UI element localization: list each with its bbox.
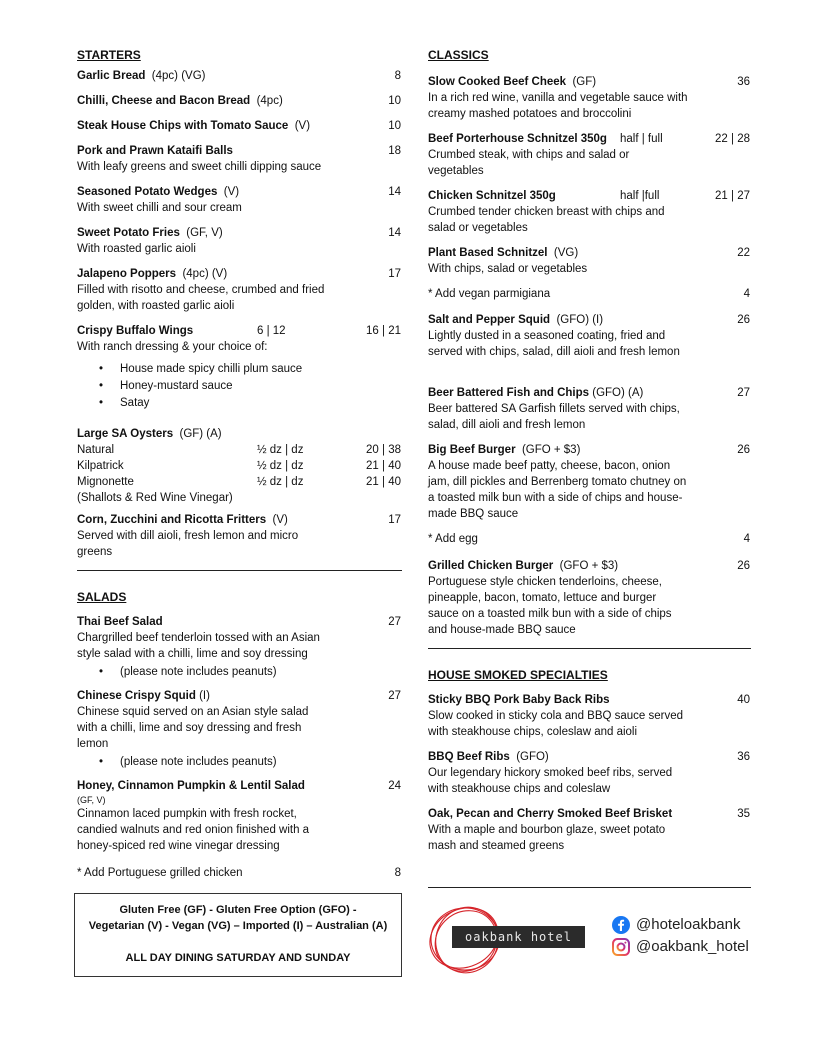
menu-item-potato-wedges: Seasoned Potato Wedges (V) 14 With sweet chilli and sour cream: [77, 186, 401, 214]
item-description: Chinese squid served on an Asian style salad with a chilli, lime and soy dressing and fresh lemon: [77, 706, 309, 750]
item-description: With chips, salad or vegetables: [428, 263, 588, 275]
menu-item-salt-pepper-squid: Salt and Pepper Squid (GFO) (I) Lightly dusted in a seasoned coating, fried and served with chips, salad, dill aioli and fresh lemon: [428, 312, 683, 360]
item-description: With roasted garlic aioli: [77, 243, 196, 255]
portion-sizes: 6 | 12: [257, 325, 286, 337]
menu-item-pumpkin-lentil-salad: Honey, Cinnamon Pumpkin & Lentil Salad (GF, V) Cinnamon laced pumpkin with fresh rocket, candied walnuts and red onion finished with a honey-spiced red wine vinegar dressing: [77, 778, 333, 854]
menu-item-porterhouse-schnitzel: Beef Porterhouse Schnitzel 350g Crumbed steak, with chips and salad or vegetables: [428, 131, 658, 179]
price: 4: [743, 288, 750, 300]
facebook-link[interactable]: [612, 914, 740, 936]
item-description: Portuguese style chicken tenderloins, cheese, pineapple, bacon, tomato, lettuce and burger sauce on a toasted milk bun with a side of chips and house-made BBQ sauce: [428, 576, 672, 636]
item-description: With sweet chilli and sour cream: [77, 202, 242, 214]
price: 18: [388, 145, 401, 157]
instagram-link[interactable]: [612, 936, 749, 958]
menu-item-chinese-crispy-squid: Chinese Crispy Squid (I) Chinese squid served on an Asian style salad with a chilli, lime and soy dressing and fresh lemon • (please note includes peanuts): [77, 688, 327, 771]
item-description: With leafy greens and sweet chilli dipping sauce: [77, 161, 322, 173]
item-description: Crumbed tender chicken breast with chips and salad or vegetables: [428, 206, 665, 234]
price: 35: [737, 808, 750, 820]
item-description: Crumbed steak, with chips and salad or vegetables: [428, 149, 630, 177]
price: 24: [388, 780, 401, 792]
item-description: Slow cooked in sticky cola and BBQ sauce served with steakhouse chips, coleslaw and aioli: [428, 710, 684, 738]
legend-line: Gluten Free (GF) - Gluten Free Option (GFO) -: [119, 904, 357, 916]
price: 14: [388, 186, 401, 198]
item-description: Cinnamon laced pumpkin with fresh rocket, candied walnuts and red onion finished with a honey-spiced red wine vinegar dressing: [77, 808, 310, 852]
item-description: Lightly dusted in a seasoned coating, fried and served with chips, salad, dill aioli and fresh lemon: [428, 330, 680, 358]
price: 26: [737, 444, 750, 456]
sauce-options-list: [77, 361, 401, 412]
allergy-note: • (please note includes peanuts): [77, 664, 337, 681]
oyster-note: (Shallots & Red Wine Vinegar): [77, 492, 233, 504]
legend-line: Vegetarian (V) - Vegan (VG) – Imported (I) – Australian (A): [88, 920, 388, 932]
oakbank-logo: [425, 900, 595, 980]
portion-sizes: half |full: [620, 190, 660, 202]
portion-sizes: half | full: [620, 133, 663, 145]
price: 36: [737, 751, 750, 763]
price: 27: [737, 387, 750, 399]
facebook-icon: [612, 916, 630, 934]
menu-item-pork-ribs: Sticky BBQ Pork Baby Back Ribs Slow cooked in sticky cola and BBQ sauce served with steakhouse chips, coleslaw and aioli: [428, 692, 690, 740]
price: 10: [388, 95, 401, 107]
price: 22 | 28: [715, 133, 750, 145]
addon-egg: * Add egg 4: [428, 533, 750, 545]
logo-wordmark: oakbank hotel: [452, 926, 585, 948]
price: 36: [737, 76, 750, 88]
item-description: Filled with risotto and cheese, crumbed and fried golden, with roasted garlic aioli: [77, 284, 325, 312]
starters-heading: STARTERS: [77, 48, 141, 62]
price: 22: [737, 247, 750, 259]
price: 16 | 21: [366, 325, 401, 337]
divider: [428, 887, 751, 888]
price: 40: [737, 694, 750, 706]
list-item: • Satay: [120, 395, 401, 412]
classics-heading: CLASSICS: [428, 48, 489, 62]
instagram-handle: @oakbank_hotel: [636, 938, 749, 955]
menu-item-beef-cheek: Slow Cooked Beef Cheek (GF) In a rich red wine, vanilla and vegetable sauce with creamy mashed potatoes and broccolini: [428, 76, 688, 120]
menu-item-fritters: Corn, Zucchini and Ricotta Fritters (V) Served with dill aioli, fresh lemon and micro greens: [77, 512, 327, 560]
right-column: [428, 47, 750, 867]
oyster-row: Mignonette ½ dz | dz 21 | 40: [77, 476, 401, 488]
salads-heading: SALADS: [77, 590, 127, 604]
oyster-row: Natural ½ dz | dz 20 | 38: [77, 444, 401, 456]
menu-item-steak-house-chips: Steak House Chips with Tomato Sauce (V) 10: [77, 120, 401, 132]
menu-item-sweet-potato-fries: Sweet Potato Fries (GF, V) 14 With roasted garlic aioli: [77, 227, 401, 255]
menu-item-kataifi-balls: Pork and Prawn Kataifi Balls 18 With leafy greens and sweet chilli dipping sauce: [77, 145, 401, 173]
price: 4: [743, 533, 750, 545]
price: 20 | 38: [366, 444, 401, 456]
menu-item-brisket: Oak, Pecan and Cherry Smoked Beef Brisket With a maple and bourbon glaze, sweet potato mash and steamed greens: [428, 806, 690, 854]
menu-item-fish-and-chips: Beer Battered Fish and Chips (GFO) (A) Beer battered SA Garfish fillets served with chips, salad, dill aioli and fresh lemon: [428, 385, 683, 433]
list-item: • House made spicy chilli plum sauce: [120, 361, 401, 378]
divider: [428, 648, 751, 649]
menu-item-oysters: Large SA Oysters (GF) (A) Natural ½ dz | dz 20 | 38 Kilpatrick ½ dz | dz 21 | 40 Mignonette ½ dz | dz 21 | 40 (Shallots & Red Wine Vinegar): [77, 428, 401, 504]
price: 27: [388, 616, 401, 628]
price: 17: [388, 514, 401, 526]
left-column: [77, 47, 401, 887]
menu-item-grilled-chicken-burger: Grilled Chicken Burger (GFO + $3) Portuguese style chicken tenderloins, cheese, pineapple, bacon, tomato, lettuce and burger sauce on a toasted milk bun with a side of chips and house-made BBQ sauce: [428, 558, 690, 638]
price: 21 | 27: [715, 190, 750, 202]
allergy-note: • (please note includes peanuts): [77, 754, 327, 771]
menu-item-big-beef-burger: Big Beef Burger (GFO + $3) A house made beef patty, cheese, bacon, onion jam, dill pickles and Berrenberg tomato chutney on a toasted milk bun with a side of chips and house-made BBQ sauce: [428, 442, 690, 522]
dining-hours-note: ALL DAY DINING SATURDAY AND SUNDAY: [125, 952, 351, 964]
item-description: With ranch dressing & your choice of:: [77, 341, 268, 353]
price: 8: [394, 70, 401, 82]
menu-item-buffalo-wings: Crispy Buffalo Wings 16 | 21 With ranch dressing & your choice of: • House made spicy chilli plum sauce • Honey-mustard sauce • Satay: [77, 323, 401, 412]
divider: [77, 570, 402, 571]
item-description: Our legendary hickory smoked beef ribs, served with steakhouse chips and coleslaw: [428, 767, 673, 795]
menu-item-chicken-schnitzel: Chicken Schnitzel 350g Crumbed tender chicken breast with chips and salad or vegetables: [428, 188, 683, 236]
addon-portuguese-chicken: * Add Portuguese grilled chicken 8: [77, 867, 401, 879]
instagram-icon: [612, 938, 630, 956]
item-description: Served with dill aioli, fresh lemon and micro greens: [77, 530, 299, 558]
menu-item-jalapeno-poppers: Jalapeno Poppers (4pc) (V) Filled with risotto and cheese, crumbed and fried golden, with roasted garlic aioli: [77, 266, 327, 314]
price: 17: [388, 268, 401, 280]
price: 10: [388, 120, 401, 132]
house-smoked-heading: HOUSE SMOKED SPECIALTIES: [428, 668, 608, 682]
list-item: • Honey-mustard sauce: [120, 378, 401, 395]
menu-item-chilli-bread: Chilli, Cheese and Bacon Bread (4pc) 10: [77, 95, 401, 107]
price: 14: [388, 227, 401, 239]
menu-item-plant-based-schnitzel: Plant Based Schnitzel (VG) 22 With chips, salad or vegetables: [428, 247, 750, 275]
price: 27: [388, 690, 401, 702]
price: 26: [737, 560, 750, 572]
item-description: In a rich red wine, vanilla and vegetable sauce with creamy mashed potatoes and broccolini: [428, 92, 688, 120]
item-description: Chargrilled beef tenderloin tossed with an Asian style salad with a chilli, lime and soy dressing: [77, 632, 320, 660]
menu-item-garlic-bread: Garlic Bread (4pc) (VG) 8: [77, 70, 401, 82]
item-description: With a maple and bourbon glaze, sweet potato mash and steamed greens: [428, 824, 666, 852]
item-description: A house made beef patty, cheese, bacon, onion jam, dill pickles and Berrenberg tomato chutney on a toasted milk bun with a side of chips and house-made BBQ sauce: [428, 460, 687, 520]
price: 21 | 40: [366, 476, 401, 488]
price: 8: [394, 867, 401, 879]
facebook-handle: @hoteloakbank: [636, 916, 741, 933]
price: 26: [737, 314, 750, 326]
dietary-tags: (GF, V): [77, 795, 106, 805]
addon-vegan-parmigiana: * Add vegan parmigiana 4: [428, 288, 750, 300]
price: 21 | 40: [366, 460, 401, 472]
item-description: Beer battered SA Garfish fillets served with chips, salad, dill aioli and fresh lemon: [428, 403, 680, 431]
menu-item-thai-beef-salad: Thai Beef Salad Chargrilled beef tenderloin tossed with an Asian style salad with a chilli, lime and soy dressing • (please note includes peanuts): [77, 614, 337, 681]
dietary-legend-box: [74, 893, 402, 977]
oyster-row: Kilpatrick ½ dz | dz 21 | 40: [77, 460, 401, 472]
menu-item-beef-ribs: BBQ Beef Ribs (GFO) Our legendary hickory smoked beef ribs, served with steakhouse chips and coleslaw: [428, 749, 690, 797]
